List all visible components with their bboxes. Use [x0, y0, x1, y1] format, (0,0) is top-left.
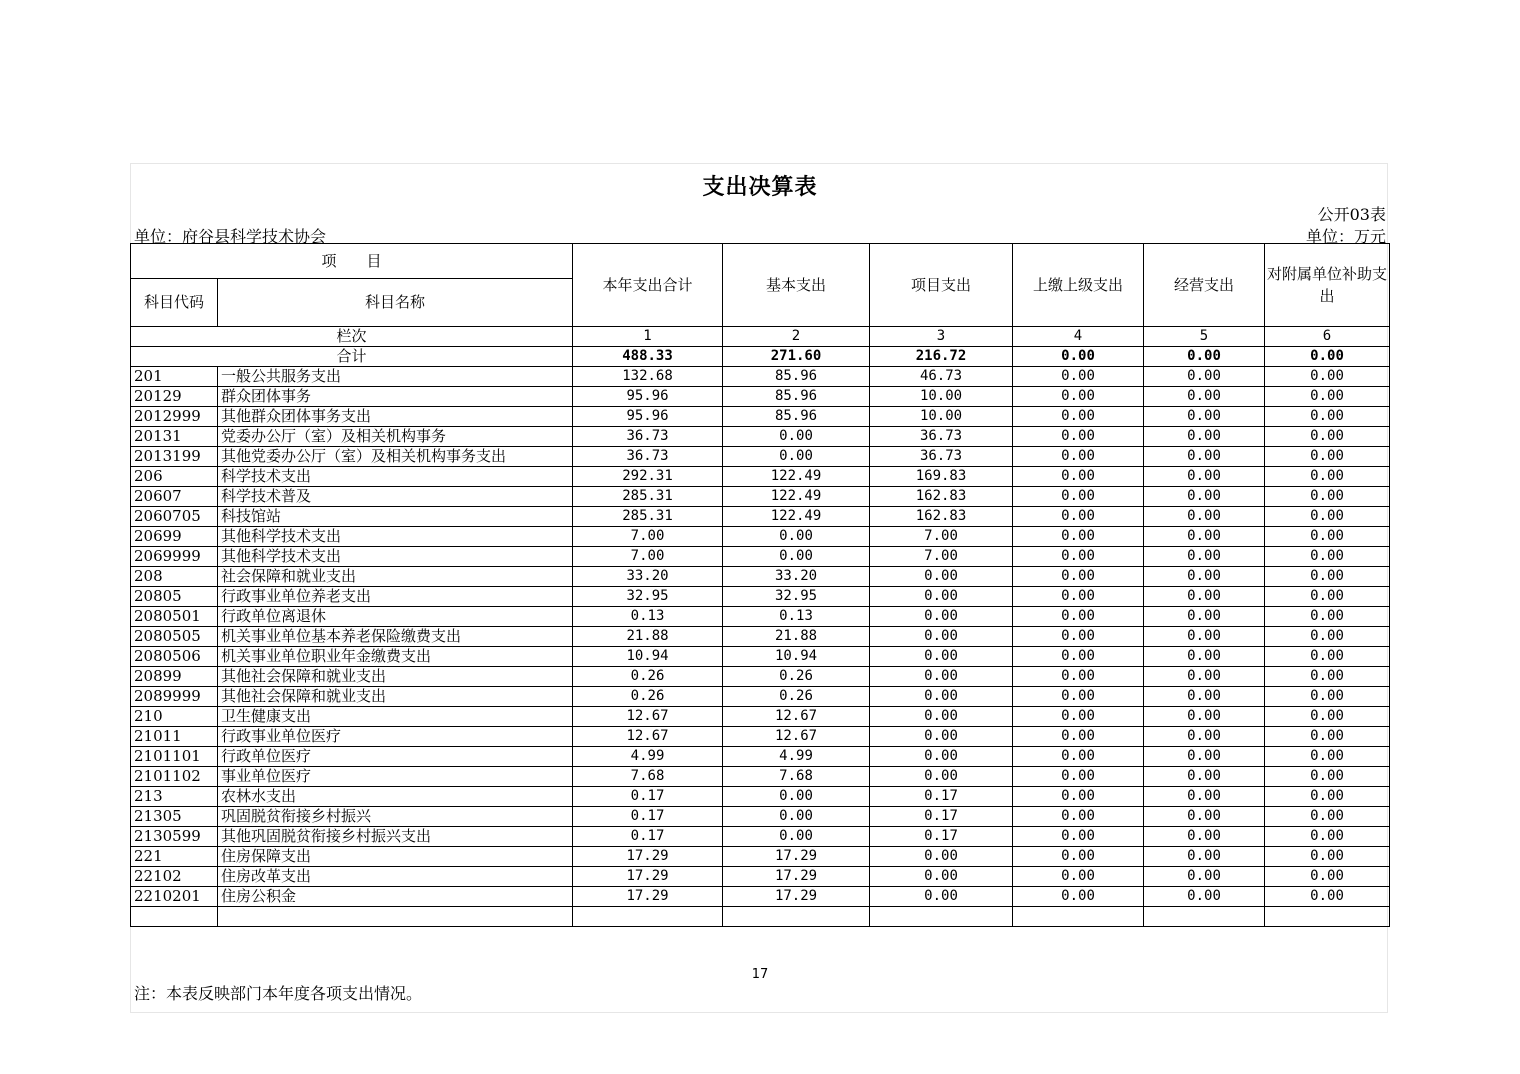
- table-row: [131, 487, 1390, 507]
- value-cell: 0.00: [870, 687, 1013, 707]
- subject-code: 20129: [131, 387, 218, 407]
- value-cell: 7.00: [870, 527, 1013, 547]
- seq-cell: 4: [1013, 327, 1144, 347]
- value-cell: 0.00: [1144, 367, 1265, 387]
- value-cell: 32.95: [573, 587, 723, 607]
- table-row: [131, 887, 1390, 907]
- value-cell: 0.00: [1013, 787, 1144, 807]
- table-row: [131, 627, 1390, 647]
- value-cell: 122.49: [723, 467, 870, 487]
- subject-code: 2012999: [131, 407, 218, 427]
- value-cell: 285.31: [573, 507, 723, 527]
- subject-code: 20607: [131, 487, 218, 507]
- subject-name: 科学技术普及: [218, 487, 573, 507]
- value-cell: 17.29: [723, 887, 870, 907]
- blank-cell: [1144, 907, 1265, 927]
- value-cell: 12.67: [573, 727, 723, 747]
- value-cell: 0.00: [1265, 367, 1390, 387]
- table-row: [131, 367, 1390, 387]
- table-row: [131, 647, 1390, 667]
- value-cell: 36.73: [870, 447, 1013, 467]
- table-row: [131, 807, 1390, 827]
- value-cell: 0.17: [870, 827, 1013, 847]
- value-cell: 0.00: [1265, 487, 1390, 507]
- subject-name: 行政事业单位养老支出: [218, 587, 573, 607]
- value-cell: 0.00: [723, 827, 870, 847]
- header-col-3: 项目支出: [870, 244, 1013, 327]
- value-cell: 0.00: [870, 607, 1013, 627]
- value-cell: 0.00: [1144, 867, 1265, 887]
- value-cell: 0.13: [573, 607, 723, 627]
- value-cell: 10.94: [723, 647, 870, 667]
- value-cell: 0.00: [870, 887, 1013, 907]
- value-cell: 0.00: [1013, 507, 1144, 527]
- value-cell: 17.29: [573, 887, 723, 907]
- value-cell: 32.95: [723, 587, 870, 607]
- header-col-4: 上缴上级支出: [1013, 244, 1144, 327]
- value-cell: 0.00: [870, 867, 1013, 887]
- header-col-1: 本年支出合计: [573, 244, 723, 327]
- value-cell: 0.00: [1144, 787, 1265, 807]
- subject-name: 其他群众团体事务支出: [218, 407, 573, 427]
- subject-name: 住房改革支出: [218, 867, 573, 887]
- value-cell: 0.00: [723, 427, 870, 447]
- value-cell: 0.00: [870, 847, 1013, 867]
- value-cell: 0.00: [1265, 667, 1390, 687]
- value-cell: 95.96: [573, 387, 723, 407]
- value-cell: 0.00: [1144, 507, 1265, 527]
- value-cell: 0.00: [1265, 527, 1390, 547]
- value-cell: 0.00: [1265, 747, 1390, 767]
- value-cell: 10.00: [870, 407, 1013, 427]
- table-row: [131, 707, 1390, 727]
- value-cell: 0.00: [1013, 487, 1144, 507]
- value-cell: 0.17: [573, 807, 723, 827]
- value-cell: 0.00: [1013, 627, 1144, 647]
- subject-name: 巩固脱贫衔接乡村振兴: [218, 807, 573, 827]
- value-cell: 0.00: [1265, 387, 1390, 407]
- value-cell: 0.00: [1144, 447, 1265, 467]
- subject-code: 20899: [131, 667, 218, 687]
- value-cell: 0.00: [1144, 587, 1265, 607]
- value-cell: 0.00: [1013, 827, 1144, 847]
- subject-code: 208: [131, 567, 218, 587]
- value-cell: 132.68: [573, 367, 723, 387]
- value-cell: 21.88: [573, 627, 723, 647]
- value-cell: 0.00: [1265, 707, 1390, 727]
- table-row: [131, 407, 1390, 427]
- value-cell: 285.31: [573, 487, 723, 507]
- value-cell: 0.00: [1013, 567, 1144, 587]
- table-row: [131, 507, 1390, 527]
- value-cell: 46.73: [870, 367, 1013, 387]
- subject-code: 21305: [131, 807, 218, 827]
- table-row: [131, 847, 1390, 867]
- value-cell: 0.00: [1013, 807, 1144, 827]
- subject-code: 206: [131, 467, 218, 487]
- table-row: [131, 787, 1390, 807]
- subject-name: 行政单位离退休: [218, 607, 573, 627]
- value-cell: 17.29: [723, 847, 870, 867]
- total-row: [131, 347, 1390, 367]
- subject-name: 卫生健康支出: [218, 707, 573, 727]
- value-cell: 4.99: [573, 747, 723, 767]
- value-cell: 0.00: [1013, 607, 1144, 627]
- table-row: [131, 827, 1390, 847]
- subject-name: 其他科学技术支出: [218, 547, 573, 567]
- table-row: [131, 387, 1390, 407]
- seq-cell: 6: [1265, 327, 1390, 347]
- value-cell: 0.00: [1013, 547, 1144, 567]
- value-cell: 33.20: [723, 567, 870, 587]
- value-cell: 0.00: [1265, 827, 1390, 847]
- seq-label: 栏次: [131, 327, 573, 347]
- blank-cell: [218, 907, 573, 927]
- page-number: 17: [751, 967, 769, 982]
- value-cell: 17.29: [573, 867, 723, 887]
- value-cell: 0.00: [1013, 427, 1144, 447]
- value-cell: 0.00: [1265, 547, 1390, 567]
- value-cell: 0.00: [1144, 767, 1265, 787]
- value-cell: 0.00: [1013, 847, 1144, 867]
- value-cell: 0.00: [1013, 367, 1144, 387]
- value-cell: 122.49: [723, 487, 870, 507]
- value-cell: 0.26: [723, 687, 870, 707]
- table-row: [131, 467, 1390, 487]
- value-cell: 85.96: [723, 387, 870, 407]
- value-cell: 0.00: [1013, 727, 1144, 747]
- subject-name: 事业单位医疗: [218, 767, 573, 787]
- value-cell: 21.88: [723, 627, 870, 647]
- value-cell: 7.00: [573, 527, 723, 547]
- table-row: [131, 547, 1390, 567]
- subject-name: 农林水支出: [218, 787, 573, 807]
- subject-name: 住房公积金: [218, 887, 573, 907]
- value-cell: 17.29: [573, 847, 723, 867]
- value-cell: 0.26: [573, 687, 723, 707]
- subject-code: 2101102: [131, 767, 218, 787]
- value-cell: 0.00: [870, 627, 1013, 647]
- value-cell: 7.00: [573, 547, 723, 567]
- value-cell: 122.49: [723, 507, 870, 527]
- value-cell: 0.00: [870, 707, 1013, 727]
- total-cell: 488.33: [573, 347, 723, 367]
- value-cell: 0.00: [870, 747, 1013, 767]
- header-col-5: 经营支出: [1144, 244, 1265, 327]
- blank-cell: [870, 907, 1013, 927]
- value-cell: 0.00: [1265, 587, 1390, 607]
- value-cell: 4.99: [723, 747, 870, 767]
- value-cell: 0.26: [723, 667, 870, 687]
- value-cell: 0.00: [1013, 447, 1144, 467]
- subject-code: 2101101: [131, 747, 218, 767]
- subject-code: 2130599: [131, 827, 218, 847]
- value-cell: 0.13: [723, 607, 870, 627]
- value-cell: 0.00: [1144, 407, 1265, 427]
- value-cell: 0.00: [1265, 767, 1390, 787]
- header-project: 项 目: [131, 244, 573, 279]
- blank-cell: [1013, 907, 1144, 927]
- value-cell: 85.96: [723, 367, 870, 387]
- blank-cell: [131, 907, 218, 927]
- value-cell: 0.00: [1144, 547, 1265, 567]
- value-cell: 7.68: [573, 767, 723, 787]
- value-cell: 0.00: [1265, 807, 1390, 827]
- table-row: [131, 667, 1390, 687]
- value-cell: 0.00: [1144, 527, 1265, 547]
- subject-name: 行政事业单位医疗: [218, 727, 573, 747]
- subject-code: 2089999: [131, 687, 218, 707]
- table-row: [131, 867, 1390, 887]
- value-cell: 0.00: [1013, 587, 1144, 607]
- value-cell: 95.96: [573, 407, 723, 427]
- value-cell: 0.00: [1013, 527, 1144, 547]
- subject-name: 其他党委办公厅（室）及相关机构事务支出: [218, 447, 573, 467]
- value-cell: 7.00: [870, 547, 1013, 567]
- value-cell: 0.00: [1265, 787, 1390, 807]
- value-cell: 0.00: [1013, 407, 1144, 427]
- value-cell: 36.73: [573, 427, 723, 447]
- value-cell: 0.00: [1144, 627, 1265, 647]
- value-cell: 0.17: [870, 787, 1013, 807]
- table-row: [131, 527, 1390, 547]
- subject-name: 其他科学技术支出: [218, 527, 573, 547]
- table-row: [131, 607, 1390, 627]
- value-cell: 0.00: [1144, 707, 1265, 727]
- value-cell: 17.29: [723, 867, 870, 887]
- value-cell: 0.00: [723, 807, 870, 827]
- blank-cell: [1265, 907, 1390, 927]
- value-cell: 0.00: [1144, 607, 1265, 627]
- table-row: [131, 587, 1390, 607]
- value-cell: 0.00: [1265, 607, 1390, 627]
- value-cell: 0.00: [1144, 727, 1265, 747]
- value-cell: 0.00: [1265, 627, 1390, 647]
- table-row: [131, 747, 1390, 767]
- reporting-unit: 单位：府谷县科学技术协会: [134, 227, 327, 246]
- subject-name: 党委办公厅（室）及相关机构事务: [218, 427, 573, 447]
- value-cell: 0.00: [1144, 387, 1265, 407]
- seq-cell: 3: [870, 327, 1013, 347]
- seq-row: [131, 327, 1390, 347]
- value-cell: 0.00: [1265, 567, 1390, 587]
- value-cell: 0.17: [573, 787, 723, 807]
- header-col-2: 基本支出: [723, 244, 870, 327]
- subject-name: 群众团体事务: [218, 387, 573, 407]
- value-cell: 0.00: [723, 447, 870, 467]
- value-cell: 0.00: [1144, 887, 1265, 907]
- subject-code: 210: [131, 707, 218, 727]
- value-cell: 0.00: [1013, 467, 1144, 487]
- blank-cell: [723, 907, 870, 927]
- value-cell: 0.00: [1144, 667, 1265, 687]
- value-cell: 162.83: [870, 487, 1013, 507]
- value-cell: 0.00: [1265, 867, 1390, 887]
- value-cell: 0.00: [870, 647, 1013, 667]
- seq-cell: 2: [723, 327, 870, 347]
- form-number: 公开03表: [1317, 205, 1386, 224]
- expenditure-table: [130, 243, 1390, 927]
- subject-code: 2080505: [131, 627, 218, 647]
- value-cell: 169.83: [870, 467, 1013, 487]
- total-cell: 0.00: [1144, 347, 1265, 367]
- subject-code: 2210201: [131, 887, 218, 907]
- value-cell: 7.68: [723, 767, 870, 787]
- value-cell: 10.00: [870, 387, 1013, 407]
- subject-name: 科技馆站: [218, 507, 573, 527]
- value-cell: 0.00: [1013, 747, 1144, 767]
- header-col-6: 对附属单位补助支出: [1265, 244, 1390, 327]
- subject-code: 20805: [131, 587, 218, 607]
- value-cell: 0.00: [1265, 427, 1390, 447]
- subject-code: 221: [131, 847, 218, 867]
- value-cell: 0.00: [723, 787, 870, 807]
- value-cell: 0.00: [870, 767, 1013, 787]
- subject-name: 其他社会保障和就业支出: [218, 687, 573, 707]
- total-cell: 0.00: [1013, 347, 1144, 367]
- value-cell: 0.00: [870, 727, 1013, 747]
- value-cell: 0.00: [1013, 687, 1144, 707]
- table-row: [131, 767, 1390, 787]
- table-row: [131, 447, 1390, 467]
- subject-code: 20699: [131, 527, 218, 547]
- subject-name: 其他巩固脱贫衔接乡村振兴支出: [218, 827, 573, 847]
- value-cell: 0.00: [723, 547, 870, 567]
- value-cell: 0.00: [1265, 847, 1390, 867]
- value-cell: 0.00: [870, 567, 1013, 587]
- subject-name: 其他社会保障和就业支出: [218, 667, 573, 687]
- value-cell: 36.73: [573, 447, 723, 467]
- value-cell: 0.00: [1144, 747, 1265, 767]
- value-cell: 0.00: [870, 667, 1013, 687]
- value-cell: 0.00: [1144, 427, 1265, 447]
- value-cell: 36.73: [870, 427, 1013, 447]
- total-label: 合计: [131, 347, 573, 367]
- total-cell: 271.60: [723, 347, 870, 367]
- table-row: [131, 427, 1390, 447]
- value-cell: 0.00: [1013, 647, 1144, 667]
- value-cell: 292.31: [573, 467, 723, 487]
- subject-code: 2080506: [131, 647, 218, 667]
- table-row: [131, 727, 1390, 747]
- table-row: [131, 567, 1390, 587]
- value-cell: 12.67: [723, 707, 870, 727]
- value-cell: 0.00: [1265, 647, 1390, 667]
- value-cell: 0.00: [1265, 507, 1390, 527]
- value-cell: 85.96: [723, 407, 870, 427]
- value-cell: 0.00: [1265, 467, 1390, 487]
- subject-name: 机关事业单位基本养老保险缴费支出: [218, 627, 573, 647]
- value-cell: 0.00: [723, 527, 870, 547]
- header-name: 科目名称: [218, 279, 573, 327]
- currency-unit: 单位：万元: [1305, 227, 1386, 246]
- subject-name: 一般公共服务支出: [218, 367, 573, 387]
- value-cell: 0.00: [870, 587, 1013, 607]
- subject-code: 213: [131, 787, 218, 807]
- table-row: [131, 687, 1390, 707]
- value-cell: 0.00: [1013, 387, 1144, 407]
- value-cell: 0.00: [1013, 707, 1144, 727]
- value-cell: 0.00: [1265, 687, 1390, 707]
- subject-code: 2060705: [131, 507, 218, 527]
- value-cell: 0.00: [1265, 727, 1390, 747]
- value-cell: 0.00: [1144, 847, 1265, 867]
- value-cell: 162.83: [870, 507, 1013, 527]
- value-cell: 0.00: [1144, 687, 1265, 707]
- header-code: 科目代码: [131, 279, 218, 327]
- subject-code: 2080501: [131, 607, 218, 627]
- value-cell: 0.17: [870, 807, 1013, 827]
- value-cell: 33.20: [573, 567, 723, 587]
- table-note: 注：本表反映部门本年度各项支出情况。: [134, 984, 423, 1003]
- total-cell: 0.00: [1265, 347, 1390, 367]
- value-cell: 0.00: [1144, 647, 1265, 667]
- seq-cell: 1: [573, 327, 723, 347]
- value-cell: 0.00: [1013, 867, 1144, 887]
- value-cell: 0.00: [1144, 807, 1265, 827]
- value-cell: 0.00: [1013, 887, 1144, 907]
- subject-name: 科学技术支出: [218, 467, 573, 487]
- value-cell: 0.26: [573, 667, 723, 687]
- seq-cell: 5: [1144, 327, 1265, 347]
- subject-code: 201: [131, 367, 218, 387]
- subject-code: 2069999: [131, 547, 218, 567]
- value-cell: 0.00: [1013, 767, 1144, 787]
- blank-row: [131, 907, 1390, 927]
- value-cell: 0.00: [1144, 467, 1265, 487]
- subject-code: 2013199: [131, 447, 218, 467]
- value-cell: 10.94: [573, 647, 723, 667]
- subject-name: 社会保障和就业支出: [218, 567, 573, 587]
- subject-code: 20131: [131, 427, 218, 447]
- value-cell: 0.00: [1144, 567, 1265, 587]
- subject-name: 住房保障支出: [218, 847, 573, 867]
- value-cell: 0.17: [573, 827, 723, 847]
- value-cell: 12.67: [723, 727, 870, 747]
- value-cell: 0.00: [1265, 447, 1390, 467]
- value-cell: 0.00: [1144, 827, 1265, 847]
- value-cell: 0.00: [1144, 487, 1265, 507]
- total-cell: 216.72: [870, 347, 1013, 367]
- value-cell: 0.00: [1265, 887, 1390, 907]
- subject-name: 机关事业单位职业年金缴费支出: [218, 647, 573, 667]
- blank-cell: [573, 907, 723, 927]
- subject-code: 22102: [131, 867, 218, 887]
- value-cell: 0.00: [1265, 407, 1390, 427]
- page-title: 支出决算表: [702, 174, 818, 200]
- value-cell: 0.00: [1013, 667, 1144, 687]
- subject-name: 行政单位医疗: [218, 747, 573, 767]
- subject-code: 21011: [131, 727, 218, 747]
- value-cell: 12.67: [573, 707, 723, 727]
